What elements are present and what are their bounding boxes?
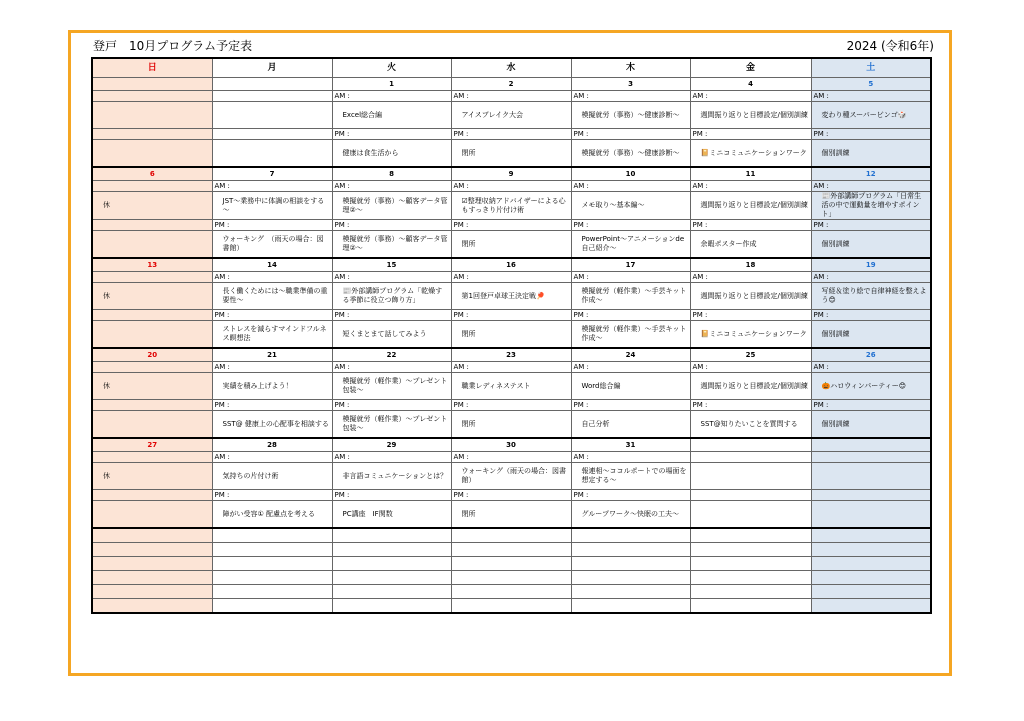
empty-cell [811, 557, 931, 571]
pm-label: PM : [571, 129, 690, 140]
pm-label: PM : [571, 490, 690, 501]
pm-activity: 短くまとまて話してみよう [332, 321, 451, 349]
pm-activity-row [92, 321, 931, 349]
pm-activity: 📔ミニコミュニケーションワーク [690, 321, 811, 349]
pm-activity: 個別訓練 [811, 321, 931, 349]
am-activity: 長く働くためには～職業準備の重要性～ [212, 283, 332, 310]
pm-activity-row [92, 501, 931, 529]
pm-label: PM : [451, 400, 571, 411]
pm-activity: 模擬就労（事務）～顧客データ管理②～ [332, 231, 451, 259]
pm-label: PM : [811, 129, 931, 140]
empty-row [92, 571, 931, 585]
pm-activity [92, 411, 212, 439]
date-row [92, 78, 931, 91]
am-label: AM : [332, 362, 451, 373]
pm-label [92, 490, 212, 501]
empty-cell [92, 599, 212, 614]
date-cell: 7 [212, 167, 332, 181]
am-activity: アイスブレイク大会 [451, 102, 571, 129]
am-label-row [92, 362, 931, 373]
am-activity: Word総合編 [571, 373, 690, 400]
am-label: AM : [571, 452, 690, 463]
pm-activity: 模擬就労（軽作業）～プレゼント包装～ [332, 411, 451, 439]
pm-activity: SST@知りたいことを質問する [690, 411, 811, 439]
pm-label: PM : [690, 310, 811, 321]
am-label: AM : [451, 272, 571, 283]
am-activity: 週間振り返りと目標設定/個別訓練 [690, 283, 811, 310]
pm-label [92, 129, 212, 140]
weekday-header: 金 [690, 58, 811, 78]
am-activity-row [92, 283, 931, 310]
weekday-header: 土 [811, 58, 931, 78]
am-activity [212, 102, 332, 129]
empty-cell [571, 585, 690, 599]
pm-activity: 模擬就労（軽作業）～手芸キット作成～ [571, 321, 690, 349]
pm-activity: 障がい受容① 配慮点を考える [212, 501, 332, 529]
empty-cell [571, 557, 690, 571]
date-row [92, 167, 931, 181]
date-cell: 10 [571, 167, 690, 181]
pm-activity [92, 231, 212, 259]
date-cell: 18 [690, 258, 811, 272]
pm-label [92, 400, 212, 411]
date-cell: 20 [92, 348, 212, 362]
pm-activity: ウォーキング （雨天の場合：図書館） [212, 231, 332, 259]
am-label: AM : [451, 91, 571, 102]
date-row [92, 258, 931, 272]
empty-row [92, 599, 931, 614]
am-label: AM : [332, 181, 451, 192]
date-cell: 25 [690, 348, 811, 362]
am-activity: 休 [92, 192, 212, 220]
am-label: AM : [690, 362, 811, 373]
date-cell: 5 [811, 78, 931, 91]
weekday-header: 火 [332, 58, 451, 78]
am-label-row [92, 91, 931, 102]
pm-activity: 個別訓練 [811, 411, 931, 439]
date-cell: 26 [811, 348, 931, 362]
am-label: AM : [811, 272, 931, 283]
am-activity: 🎃ハロウィンパーティー😊 [811, 373, 931, 400]
am-label: AM : [212, 181, 332, 192]
am-label: AM : [332, 272, 451, 283]
pm-activity: 模擬就労（事務）～健康診断～ [571, 140, 690, 168]
pm-activity-row [92, 231, 931, 259]
am-activity-row [92, 373, 931, 400]
pm-activity: 閉所 [451, 501, 571, 529]
pm-activity [690, 501, 811, 529]
pm-label: PM : [690, 220, 811, 231]
date-cell: 28 [212, 438, 332, 452]
pm-activity: SST@ 健康上の心配事を相談する [212, 411, 332, 439]
pm-activity: 閉所 [451, 140, 571, 168]
pm-label-row [92, 400, 931, 411]
empty-cell [811, 543, 931, 557]
pm-label: PM : [811, 310, 931, 321]
am-label: AM : [451, 452, 571, 463]
empty-row [92, 557, 931, 571]
am-activity: 模擬就労（軽作業）～手芸キット作成～ [571, 283, 690, 310]
am-activity-row [92, 192, 931, 220]
am-activity [690, 463, 811, 490]
empty-cell [212, 528, 332, 543]
pm-label [811, 490, 931, 501]
date-cell: 23 [451, 348, 571, 362]
pm-label: PM : [451, 129, 571, 140]
empty-cell [451, 543, 571, 557]
pm-activity: グループワーク～快眠の工夫～ [571, 501, 690, 529]
pm-activity: 個別訓練 [811, 231, 931, 259]
am-label [92, 91, 212, 102]
empty-cell [811, 585, 931, 599]
pm-label [92, 220, 212, 231]
pm-activity-row [92, 411, 931, 439]
am-activity: 休 [92, 463, 212, 490]
schedule-table [91, 57, 932, 614]
date-cell: 2 [451, 78, 571, 91]
empty-cell [332, 557, 451, 571]
empty-cell [690, 557, 811, 571]
am-activity: 模擬就労（軽作業）～プレゼント包装～ [332, 373, 451, 400]
am-label: AM : [212, 362, 332, 373]
empty-cell [212, 571, 332, 585]
empty-cell [571, 571, 690, 585]
pm-label: PM : [332, 490, 451, 501]
pm-activity: 閉所 [451, 231, 571, 259]
am-activity: 職業レディネステスト [451, 373, 571, 400]
am-activity [811, 463, 931, 490]
pm-activity: 余暇ポスター作成 [690, 231, 811, 259]
pm-activity: 閉所 [451, 411, 571, 439]
am-label: AM : [690, 272, 811, 283]
am-activity: ☑整理収納アドバイザーによる心もすっきり片付け術 [451, 192, 571, 220]
empty-cell [451, 571, 571, 585]
pm-label: PM : [811, 400, 931, 411]
am-activity: 非言語コミュニケーションとは？ [332, 463, 451, 490]
date-row [92, 348, 931, 362]
weekday-header: 月 [212, 58, 332, 78]
date-cell: 12 [811, 167, 931, 181]
weekday-header: 木 [571, 58, 690, 78]
date-cell: 31 [571, 438, 690, 452]
empty-cell [212, 599, 332, 614]
am-label: AM : [811, 91, 931, 102]
am-activity: 模擬就労（事務）～健康診断～ [571, 102, 690, 129]
date-cell: 19 [811, 258, 931, 272]
date-cell: 14 [212, 258, 332, 272]
am-activity [92, 102, 212, 129]
date-cell: 13 [92, 258, 212, 272]
date-cell: 17 [571, 258, 690, 272]
am-label [811, 452, 931, 463]
am-label: AM : [451, 181, 571, 192]
am-activity: 週間振り返りと目標設定/個別訓練 [690, 373, 811, 400]
pm-activity: 個別訓練 [811, 140, 931, 168]
pm-activity: 健康は食生活から [332, 140, 451, 168]
am-label: AM : [332, 91, 451, 102]
empty-cell [811, 571, 931, 585]
page-title: 登戸 10月プログラム予定表 [93, 39, 253, 53]
pm-label: PM : [212, 490, 332, 501]
empty-cell [451, 557, 571, 571]
am-label: AM : [451, 362, 571, 373]
weekday-header: 日 [92, 58, 212, 78]
date-cell [212, 78, 332, 91]
am-activity: 休 [92, 373, 212, 400]
pm-activity: PowerPoint～アニメーションde自己紹介～ [571, 231, 690, 259]
pm-label-row [92, 490, 931, 501]
am-label [92, 362, 212, 373]
empty-cell [92, 528, 212, 543]
empty-cell [332, 599, 451, 614]
date-cell: 15 [332, 258, 451, 272]
date-cell: 6 [92, 167, 212, 181]
pm-label: PM : [212, 400, 332, 411]
empty-cell [690, 528, 811, 543]
am-label [212, 91, 332, 102]
pm-label [690, 490, 811, 501]
pm-activity-row [92, 140, 931, 168]
am-activity: 写経＆塗り絵で自律神経を整えよう😊 [811, 283, 931, 310]
am-activity: JST～業務中に体調の相談をする～ [212, 192, 332, 220]
empty-cell [690, 571, 811, 585]
date-cell: 29 [332, 438, 451, 452]
date-cell: 4 [690, 78, 811, 91]
empty-cell [332, 571, 451, 585]
pm-label: PM : [571, 310, 690, 321]
empty-cell [92, 557, 212, 571]
am-activity: 第1回登戸卓球王決定戦🏓 [451, 283, 571, 310]
empty-row [92, 585, 931, 599]
empty-cell [332, 543, 451, 557]
date-cell [92, 78, 212, 91]
pm-label: PM : [811, 220, 931, 231]
am-label-row [92, 272, 931, 283]
pm-activity [92, 321, 212, 349]
pm-activity: ストレスを減らすマインドフルネス瞑想法 [212, 321, 332, 349]
pm-activity [811, 501, 931, 529]
date-cell: 30 [451, 438, 571, 452]
year-label: 2024 (令和6年) [846, 39, 934, 53]
pm-label-row [92, 129, 931, 140]
empty-cell [811, 599, 931, 614]
pm-label: PM : [571, 400, 690, 411]
am-label: AM : [212, 452, 332, 463]
am-label: AM : [571, 181, 690, 192]
am-activity: Excel総合編 [332, 102, 451, 129]
pm-activity [92, 140, 212, 168]
pm-label: PM : [332, 220, 451, 231]
empty-cell [690, 543, 811, 557]
empty-cell [571, 599, 690, 614]
pm-activity: PC講座 IF関数 [332, 501, 451, 529]
am-label [690, 452, 811, 463]
empty-cell [811, 528, 931, 543]
am-activity: 気持ちの片付け術 [212, 463, 332, 490]
am-label [92, 181, 212, 192]
date-cell: 21 [212, 348, 332, 362]
am-activity: 📰外部講師プログラム「日常生活の中で運動量を増やすポイント」 [811, 192, 931, 220]
empty-cell [212, 557, 332, 571]
am-label: AM : [690, 181, 811, 192]
am-label-row [92, 181, 931, 192]
date-cell: 11 [690, 167, 811, 181]
am-activity-row [92, 102, 931, 129]
pm-label: PM : [690, 129, 811, 140]
date-cell: 1 [332, 78, 451, 91]
pm-label: PM : [451, 310, 571, 321]
empty-cell [332, 585, 451, 599]
am-activity: 休 [92, 283, 212, 310]
date-cell: 24 [571, 348, 690, 362]
am-activity: 報連相～ココルポートでの場面を想定する～ [571, 463, 690, 490]
empty-cell [212, 585, 332, 599]
pm-activity: 閉所 [451, 321, 571, 349]
pm-label [92, 310, 212, 321]
pm-label: PM : [451, 220, 571, 231]
empty-cell [92, 585, 212, 599]
empty-cell [92, 543, 212, 557]
empty-row [92, 528, 931, 543]
pm-activity: 📔ミニコミュニケーションワーク [690, 140, 811, 168]
empty-cell [212, 543, 332, 557]
pm-label: PM : [690, 400, 811, 411]
date-row [92, 438, 931, 452]
date-cell: 9 [451, 167, 571, 181]
empty-cell [451, 599, 571, 614]
empty-cell [332, 528, 451, 543]
am-activity: 実績を積み上げよう！ [212, 373, 332, 400]
date-cell [811, 438, 931, 452]
pm-label: PM : [332, 310, 451, 321]
am-label: AM : [332, 452, 451, 463]
pm-label: PM : [212, 220, 332, 231]
am-label: AM : [690, 91, 811, 102]
date-cell [690, 438, 811, 452]
date-cell: 27 [92, 438, 212, 452]
am-label: AM : [571, 272, 690, 283]
date-cell: 22 [332, 348, 451, 362]
pm-label: PM : [571, 220, 690, 231]
am-label [92, 452, 212, 463]
pm-label-row [92, 310, 931, 321]
am-activity: 週間振り返りと目標設定/個別訓練 [690, 102, 811, 129]
pm-label: PM : [212, 310, 332, 321]
am-label: AM : [212, 272, 332, 283]
pm-activity [92, 501, 212, 529]
empty-cell [690, 585, 811, 599]
am-label: AM : [571, 91, 690, 102]
am-activity: メモ取り～基本編～ [571, 192, 690, 220]
am-activity: 週間振り返りと目標設定/個別訓練 [690, 192, 811, 220]
weekday-header-row [92, 58, 931, 78]
date-cell: 8 [332, 167, 451, 181]
am-label: AM : [811, 362, 931, 373]
empty-cell [451, 528, 571, 543]
pm-label [212, 129, 332, 140]
am-label: AM : [811, 181, 931, 192]
am-activity: 変わり種スーパービンゴ🎲 [811, 102, 931, 129]
date-cell: 3 [571, 78, 690, 91]
am-label [92, 272, 212, 283]
empty-row [92, 543, 931, 557]
empty-cell [451, 585, 571, 599]
pm-label-row [92, 220, 931, 231]
am-activity: ウォーキング（雨天の場合：図書館） [451, 463, 571, 490]
empty-cell [690, 599, 811, 614]
pm-label: PM : [332, 400, 451, 411]
empty-cell [92, 571, 212, 585]
am-label: AM : [571, 362, 690, 373]
pm-label: PM : [332, 129, 451, 140]
empty-cell [571, 543, 690, 557]
pm-activity: 自己分析 [571, 411, 690, 439]
weekday-header: 水 [451, 58, 571, 78]
am-label-row [92, 452, 931, 463]
empty-cell [571, 528, 690, 543]
pm-activity [212, 140, 332, 168]
am-activity-row [92, 463, 931, 490]
am-activity: 📰外部講師プログラム「乾燥する季節に役立つ飾り方」 [332, 283, 451, 310]
am-activity: 模擬就労（事務）～顧客データ管理②～ [332, 192, 451, 220]
date-cell: 16 [451, 258, 571, 272]
pm-label: PM : [451, 490, 571, 501]
